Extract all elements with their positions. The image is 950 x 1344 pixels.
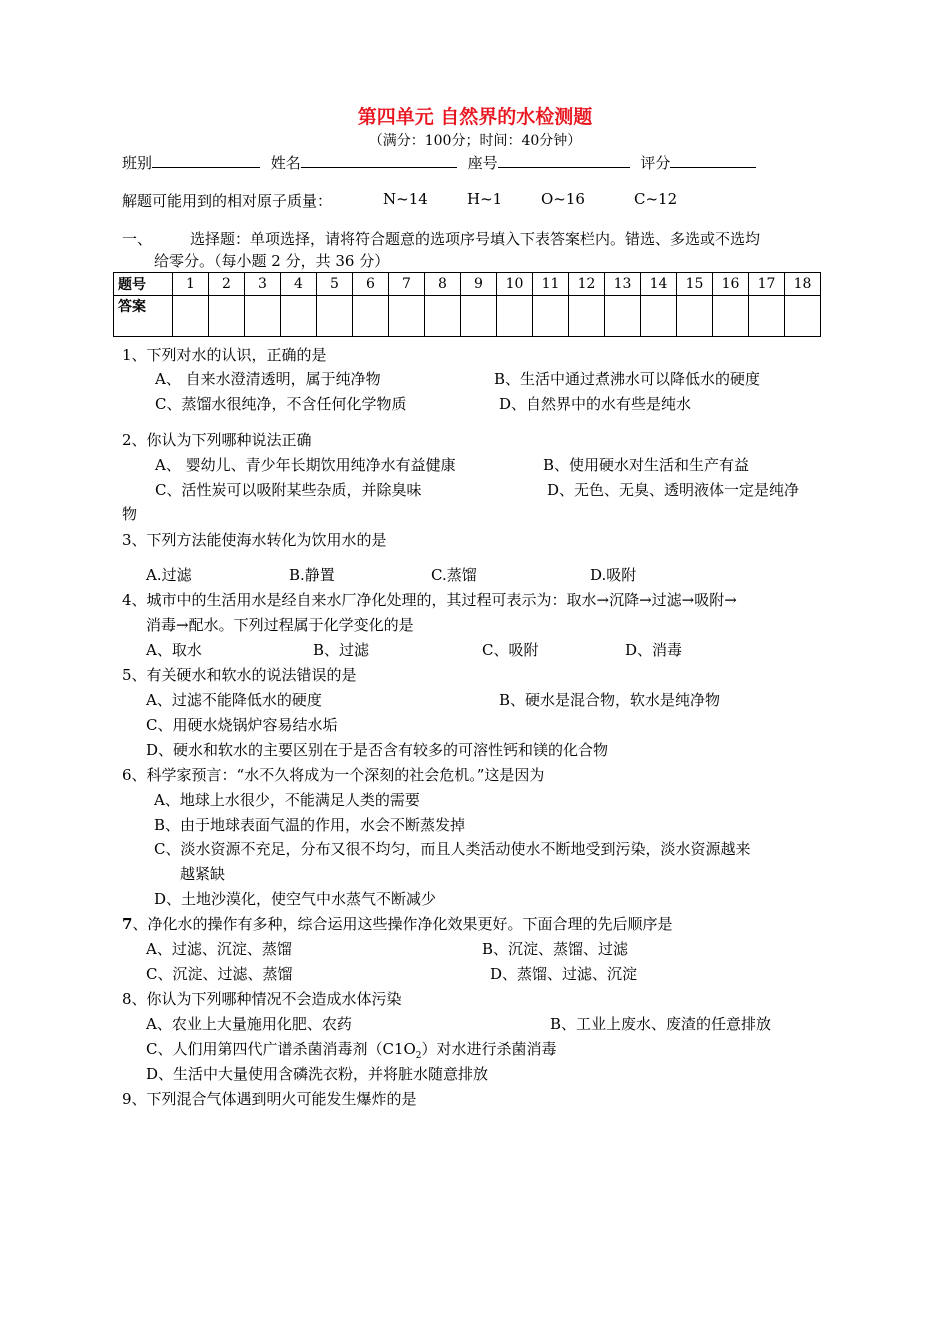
- q8-option-d: D、生活中大量使用含磷洗衣粉，并将脏水随意排放: [146, 1065, 489, 1083]
- answer-table-number-row: [114, 273, 821, 296]
- q8-option-c-text-end: ）对水进行杀菌消毒: [421, 1040, 557, 1058]
- question-number-cell: 14: [641, 273, 677, 296]
- q3-stem: 3、下列方法能使海水转化为饮用水的是: [122, 531, 387, 549]
- q7-option-b: B、沉淀、蒸馏、过滤: [482, 940, 629, 958]
- q2-option-a: A、 婴幼儿、青少年长期饮用纯净水有益健康: [155, 456, 456, 474]
- q3-option-b: B.静置: [289, 566, 335, 584]
- q3-option-c: C.蒸馏: [431, 566, 477, 584]
- q7-option-a: A、过滤、沉淀、蒸馏: [146, 940, 292, 958]
- seat-blank[interactable]: [498, 153, 630, 168]
- question-number-cell: 4: [281, 273, 317, 296]
- q5-option-b: B、硬水是混合物，软水是纯净物: [499, 691, 721, 709]
- q1-option-a: A、 自来水澄清透明，属于纯净物: [155, 370, 381, 388]
- section-number: 一、: [122, 230, 153, 248]
- q5-option-a: A、过滤不能降低水的硬度: [146, 691, 322, 709]
- question-number-cell: 16: [713, 273, 749, 296]
- page-title: 第四单元 自然界的水检测题: [357, 106, 593, 128]
- seat-label: 座号: [467, 154, 498, 172]
- score-blank[interactable]: [670, 153, 756, 168]
- q6-option-b: B、由于地球表面气温的作用，水会不断蒸发掉: [154, 816, 466, 834]
- q2-stem: 2、你认为下列哪种说法正确: [122, 431, 312, 449]
- answer-cell[interactable]: [461, 296, 497, 337]
- answer-cell[interactable]: [353, 296, 389, 337]
- q4-option-d: D、消毒: [625, 641, 683, 659]
- mass-c: C~12: [634, 190, 678, 208]
- q4-stem: 4、城市中的生活用水是经自来水厂净化处理的，其过程可表示为：取水→沉降→过滤→吸附→: [122, 591, 737, 609]
- question-number-cell: 13: [605, 273, 641, 296]
- q1-stem: 1、下列对水的认识，正确的是: [122, 346, 327, 364]
- q8-stem: 8、你认为下列哪种情况不会造成水体污染: [122, 990, 402, 1008]
- q2-option-d-cont: 物: [122, 505, 138, 523]
- question-number-cell: 18: [785, 273, 821, 296]
- question-number-cell: 9: [461, 273, 497, 296]
- mass-o: O~16: [541, 190, 585, 208]
- answer-cell[interactable]: [389, 296, 425, 337]
- atomic-mass-label: 解题可能用到的相对原子质量：: [122, 192, 333, 210]
- q4-option-a: A、取水: [146, 641, 202, 659]
- class-label: 班别: [122, 154, 153, 172]
- answer-cell[interactable]: [605, 296, 641, 337]
- q3-option-a: A.过滤: [146, 566, 192, 584]
- q8-option-c: [146, 1038, 557, 1061]
- question-number-cell: 10: [497, 273, 533, 296]
- answer-cell[interactable]: [749, 296, 785, 337]
- question-number-header: 题号: [114, 273, 173, 296]
- name-label: 姓名: [270, 154, 301, 172]
- question-number-cell: 2: [209, 273, 245, 296]
- question-number-cell: 1: [173, 273, 209, 296]
- q5-option-d: D、硬水和软水的主要区别在于是否含有较多的可溶性钙和镁的化合物: [146, 741, 609, 759]
- q4-option-c: C、吸附: [482, 641, 539, 659]
- q2-option-c: C、活性炭可以吸附某些杂质，并除臭味: [155, 481, 422, 499]
- q9-stem: 9、下列混合气体遇到明火可能发生爆炸的是: [122, 1090, 417, 1108]
- q7-option-d: D、蒸馏、过滤、沉淀: [490, 965, 638, 983]
- mass-h: H~1: [467, 190, 503, 208]
- answer-cell[interactable]: [425, 296, 461, 337]
- q6-option-d: D、土地沙漠化，使空气中水蒸气不断减少: [154, 890, 437, 908]
- section-instructions-line2: 给零分。（每小题 2 分，共 36 分）: [154, 252, 390, 270]
- answer-header: 答案: [114, 296, 173, 337]
- q8-option-a: A、农业上大量施用化肥、农药: [146, 1015, 352, 1033]
- q7-stem: [122, 913, 672, 934]
- question-number-cell: 11: [533, 273, 569, 296]
- q4-option-b: B、过滤: [313, 641, 370, 659]
- q2-option-b: B、使用硬水对生活和生产有益: [543, 456, 750, 474]
- q1-option-b: B、生活中通过煮沸水可以降低水的硬度: [494, 370, 761, 388]
- answer-cell[interactable]: [785, 296, 821, 337]
- answer-cell[interactable]: [245, 296, 281, 337]
- answer-table-answer-row: [114, 296, 821, 337]
- answer-cell[interactable]: [677, 296, 713, 337]
- q6-option-a: A、地球上水很少，不能满足人类的需要: [154, 791, 420, 809]
- answer-cell[interactable]: [497, 296, 533, 337]
- question-number-cell: 3: [245, 273, 281, 296]
- q6-option-c: C、淡水资源不充足，分布又很不均匀，而且人类活动使水不断地受到污染，淡水资源越来: [154, 840, 751, 858]
- q1-option-d: D、自然界中的水有些是纯水: [499, 395, 692, 413]
- question-number-cell: 15: [677, 273, 713, 296]
- student-info-line: [122, 152, 762, 173]
- page-subtitle: （满分：100分；时间：40分钟）: [368, 133, 582, 149]
- question-number-cell: 7: [389, 273, 425, 296]
- q6-option-c-cont: 越紧缺: [180, 865, 226, 883]
- answer-cell[interactable]: [281, 296, 317, 337]
- q8-option-c-text: C、人们用第四代广谱杀菌消毒剂（C1O: [146, 1040, 416, 1058]
- q2-option-d: D、无色、无臭、透明液体一定是纯净: [547, 481, 800, 499]
- section-instructions-line1: 选择题：单项选择，请将符合题意的选项序号填入下表答案栏内。错选、多选或不选均: [190, 230, 761, 248]
- q8-option-b: B、工业上废水、废渣的任意排放: [550, 1015, 772, 1033]
- answer-cell[interactable]: [713, 296, 749, 337]
- q3-option-d: D.吸附: [590, 566, 637, 584]
- q5-stem: 5、有关硬水和软水的说法错误的是: [122, 666, 357, 684]
- answer-cell[interactable]: [641, 296, 677, 337]
- answer-cell[interactable]: [317, 296, 353, 337]
- q6-stem: 6、科学家预言：“水不久将成为一个深刻的社会危机。”这是因为: [122, 766, 545, 784]
- question-number-cell: 17: [749, 273, 785, 296]
- question-number-cell: 12: [569, 273, 605, 296]
- answer-cell[interactable]: [569, 296, 605, 337]
- q8-option-c-subscript: 2: [415, 1051, 422, 1061]
- score-label: 评分: [640, 154, 671, 172]
- q7-option-c: C、沉淀、过滤、蒸馏: [146, 965, 293, 983]
- q4-stem-cont: 消毒→配水。下列过程属于化学变化的是: [146, 616, 414, 634]
- answer-cell[interactable]: [209, 296, 245, 337]
- question-number-cell: 8: [425, 273, 461, 296]
- question-number-cell: 5: [317, 273, 353, 296]
- name-blank[interactable]: [301, 153, 457, 168]
- class-blank[interactable]: [152, 153, 260, 168]
- answer-cell[interactable]: [533, 296, 569, 337]
- answer-cell[interactable]: [173, 296, 209, 337]
- mass-n: N~14: [383, 190, 428, 208]
- question-number-cell: 6: [353, 273, 389, 296]
- q7-stem-text: 、净化水的操作有多种，综合运用这些操作净化效果更好。下面合理的先后顺序是: [132, 915, 673, 933]
- answer-table: [113, 272, 821, 337]
- q1-option-c: C、蒸馏水很纯净，不含任何化学物质: [155, 395, 407, 413]
- q7-number: 7: [122, 915, 133, 933]
- q5-option-c: C、用硬水烧锅炉容易结水垢: [146, 716, 338, 734]
